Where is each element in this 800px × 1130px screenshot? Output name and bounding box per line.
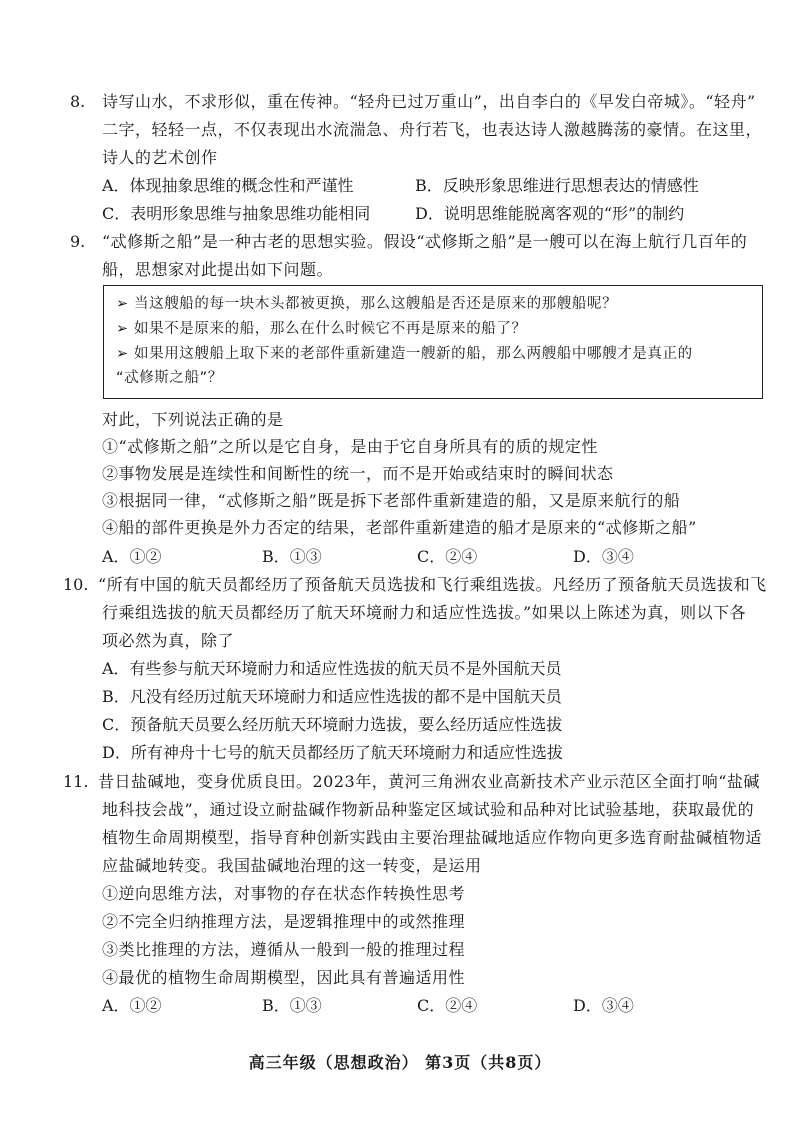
box-line: ➢ 如果用这艘船上取下来的老部件重新建造一艘新的船，那么两艘船中哪艘才是真正的: [116, 346, 693, 362]
statement-item: ②事物发展是连续性和间断性的统一，而不是开始或结束时的瞬间状态: [102, 464, 614, 483]
question-stem-line: 二字，轻轻一点，不仅表现出水流湍急、舟行若飞，也表达诗人激越腾荡的豪情。在这里，: [102, 120, 763, 139]
statement-item: ②不完全归纳推理方法，是逻辑推理中的或然推理: [102, 912, 466, 931]
statement-item: ③类比推理的方法，遵循从一般到一般的推理过程: [102, 940, 466, 959]
question-number: 9.: [70, 232, 86, 251]
question-stem-line: “所有中国的航天员都经历了预备航天员选拔和飞行乘组选拔。凡经历了预备航天员选拔和飞: [98, 575, 767, 594]
statement-item: ③根据同一律，“忒修斯之船”既是拆下老部件重新建造的船，又是原来航行的船: [102, 491, 681, 510]
arrow-bullet-icon: ➢: [116, 296, 129, 312]
option-b[interactable]: B．①③: [262, 547, 322, 566]
option-d[interactable]: D．③④: [573, 996, 634, 1015]
question-stem-line: 诗写山水，不求形似，重在传神。“轻舟已过万重山”，出自李白的《早发白帝城》。“轻舟”: [102, 92, 756, 111]
question-number: 11.: [63, 772, 89, 791]
question-stem-line: 地科技会战”，通过设立耐盐碱作物新品种鉴定区域试验和品种对比试验基地，获取最优的: [102, 800, 755, 819]
question-number: 10.: [63, 575, 89, 594]
statement-item: ①“忒修斯之船”之所以是它自身，是由于它自身所具有的质的规定性: [102, 437, 598, 456]
question-stem-line: 应盐碱地转变。我国盐碱地治理的这一转变，是运用: [102, 856, 482, 875]
question-stem-line: 行乘组选拔的航天员都经历了航天环境耐力和适应性选拔。”如果以上陈述为真，则以下各: [102, 603, 747, 622]
question-lead: 对此，下列说法正确的是: [102, 410, 284, 429]
option-a[interactable]: A．体现抽象思维的概念性和严谨性: [102, 176, 354, 195]
option-c[interactable]: C．②④: [417, 996, 478, 1015]
option-b[interactable]: B．凡没有经历过航天环境耐力和适应性选拔的都不是中国航天员: [102, 687, 562, 706]
box-line: ➢ 当这艘船的每一块木头都被更换，那么这艘船是否还是原来的那艘船呢？: [116, 296, 618, 312]
question-stem-line: 船，思想家对此提出如下问题。: [102, 260, 334, 279]
option-c[interactable]: C．②④: [417, 547, 478, 566]
question-stem-line: 项必然为真，除了: [102, 631, 235, 650]
arrow-bullet-icon: ➢: [116, 346, 129, 362]
option-d[interactable]: D．所有神舟十七号的航天员都经历了航天环境耐力和适应性选拔: [102, 743, 563, 762]
option-a[interactable]: A．①②: [102, 547, 162, 566]
box-line: “忒修斯之船”？: [116, 370, 223, 386]
question-stem-line: “忒修斯之船”是一种古老的思想实验。假设“忒修斯之船”是一艘可以在海上航行几百年的: [102, 232, 748, 251]
option-d[interactable]: D．说明思维能脱离客观的“形”的制约: [415, 204, 685, 223]
option-a[interactable]: A．①②: [102, 996, 162, 1015]
statement-item: ①逆向思维方法，对事物的存在状态作转换性思考: [102, 884, 466, 903]
question-stem-line: 植物生命周期模型，指导育种创新实践由主要治理盐碱地适应作物向更多选育耐盐碱植物适: [102, 828, 763, 847]
option-b[interactable]: B．①③: [262, 996, 322, 1015]
option-b[interactable]: B．反映形象思维进行思想表达的情感性: [415, 176, 699, 195]
arrow-bullet-icon: ➢: [116, 321, 129, 337]
option-c[interactable]: C．预备航天员要么经历航天环境耐力选拔，要么经历适应性选拔: [102, 715, 563, 734]
question-stem-line: 昔日盐碱地，变身优质良田。2023年，黄河三角洲农业高新技术产业示范区全面打响“盐碱: [98, 772, 760, 791]
statement-item: ④船的部件更换是外力否定的结果，老部件重新建造的船才是原来的“忒修斯之船”: [102, 518, 697, 537]
question-stem-line: 诗人的艺术创作: [102, 148, 218, 167]
box-line: ➢ 如果不是原来的船，那么在什么时候它不再是原来的船了？: [116, 321, 527, 337]
thought-experiment-box: [103, 285, 763, 399]
option-a[interactable]: A．有些参与航天环境耐力和适应性选拔的航天员不是外国航天员: [102, 659, 562, 678]
statement-item: ④最优的植物生命周期模型，因此具有普遍适用性: [102, 968, 466, 987]
option-d[interactable]: D．③④: [573, 547, 634, 566]
page-footer: 高三年级（思想政治） 第3页（共8页）: [248, 1053, 552, 1072]
option-c[interactable]: C．表明形象思维与抽象思维功能相同: [102, 204, 371, 223]
question-number: 8.: [70, 92, 86, 111]
